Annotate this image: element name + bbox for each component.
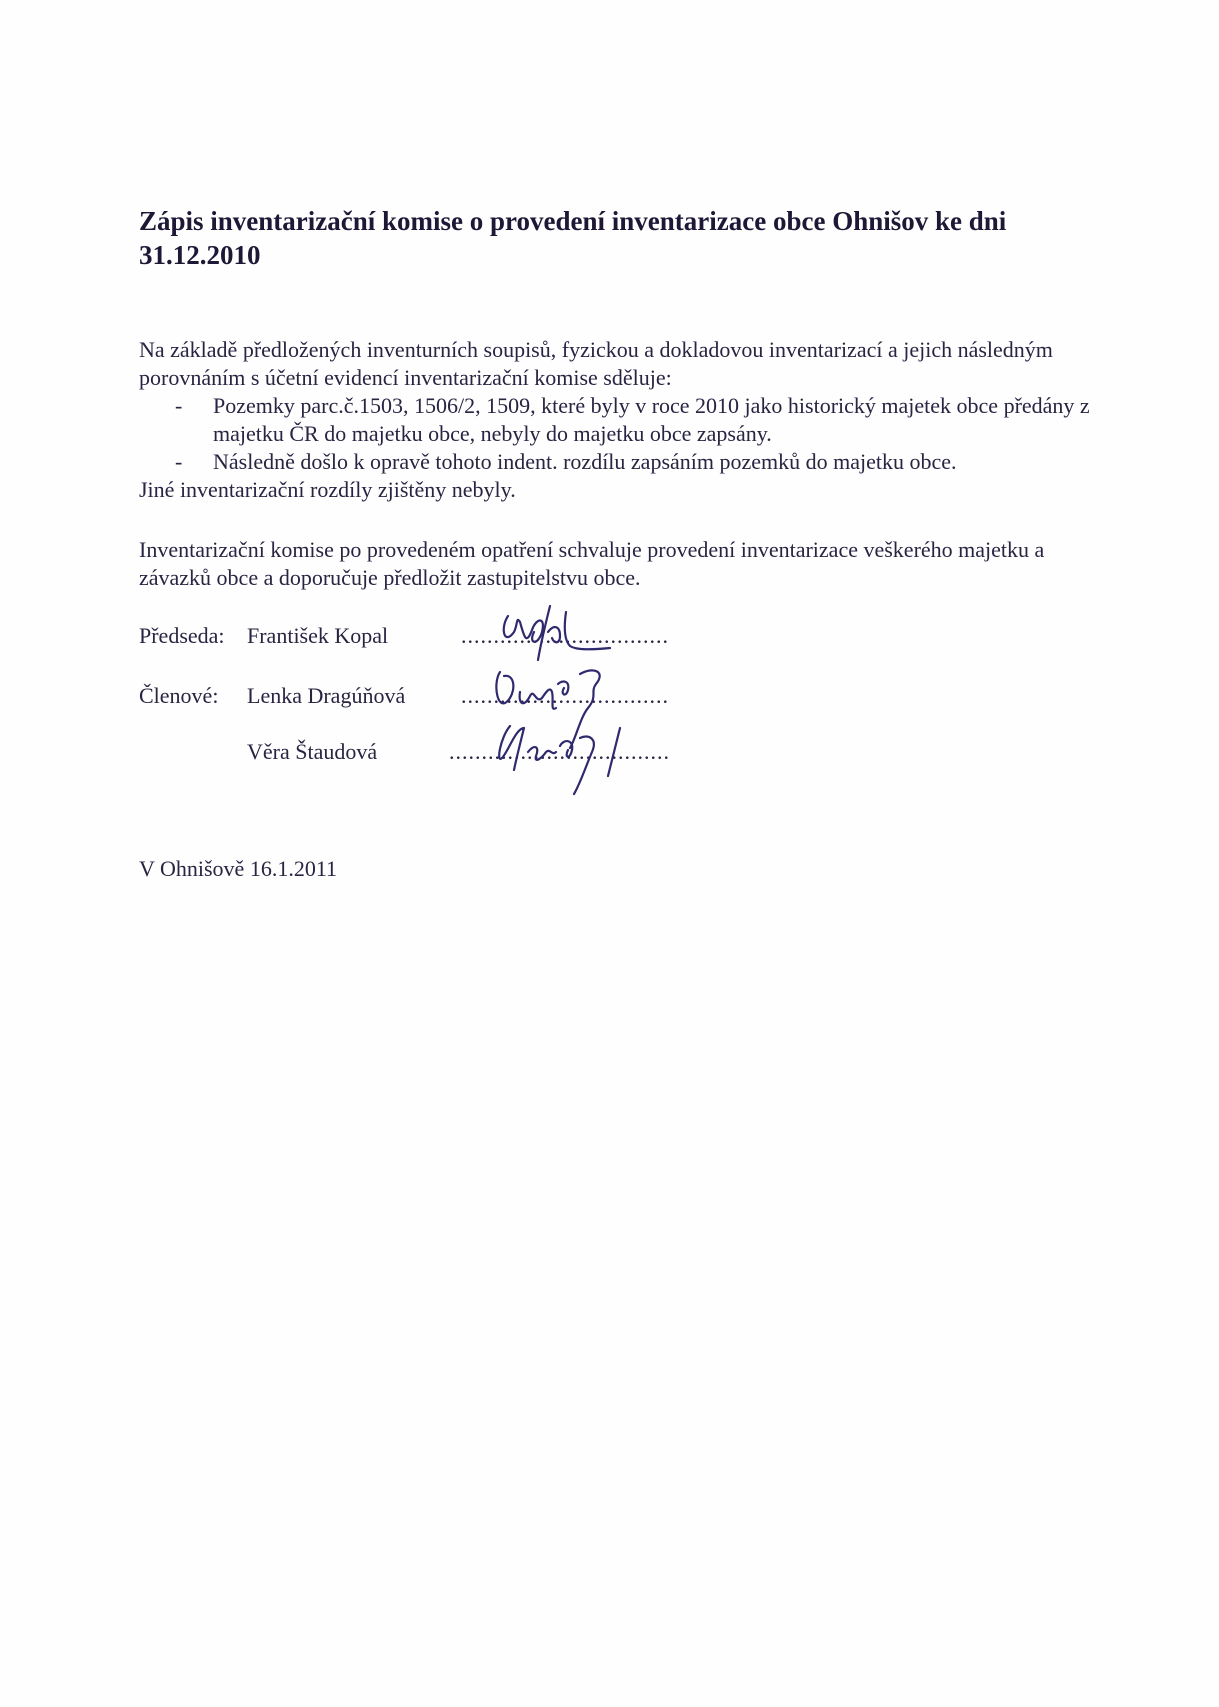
document-title: Zápis inventarizační komise o provedení inventarizace obce Ohnišov ke dni 31.12.2010 [139,206,1007,270]
list-dash: - [175,393,183,418]
place-date: V Ohnišově 16.1.2011 [139,856,337,881]
finding-text: Následně došlo k opravě tohoto indent. rozdílu zapsáním pozemků do majetku obce. [213,449,957,474]
list-dash: - [175,449,183,474]
handwritten-signatures [480,588,700,808]
member1-name: Lenka Dragúňová [247,683,406,708]
signature-member2 [499,726,620,794]
chair-role-label: Předseda: [139,623,225,648]
signature-chair [504,606,610,660]
signature-line: .................................. [449,739,670,764]
findings-list [139,392,1099,476]
list-item [139,448,1099,476]
list-item [139,392,1099,448]
intro-paragraph: Na základě předložených inventurních soupisů, fyzickou a dokladovou inventarizací a jejich následným porovnáním s účetní evidencí inventarizační komise sděluje: [139,337,1053,390]
chair-name: František Kopal [247,623,389,648]
member2-name: Věra Štaudová [247,739,378,764]
finding-text: Pozemky parc.č.1503, 1506/2, 1509, které byly v roce 2010 jako historický majetek obce předány z majetku ČR do majetku obce, nebyly do majetku obce zapsány. [213,393,1090,446]
signature-line: ................................ [461,623,669,648]
approval-paragraph: Inventarizační komise po provedeném opatření schvaluje provedení inventarizace veškerého majetku a závazků obce a doporučuje předložit zastupitelstvu obce. [139,537,1045,590]
members-role-label: Členové: [139,683,219,708]
signature-line: ................................ [461,683,669,708]
other-findings-text: Jiné inventarizační rozdíly zjištěny nebyly. [139,477,516,502]
